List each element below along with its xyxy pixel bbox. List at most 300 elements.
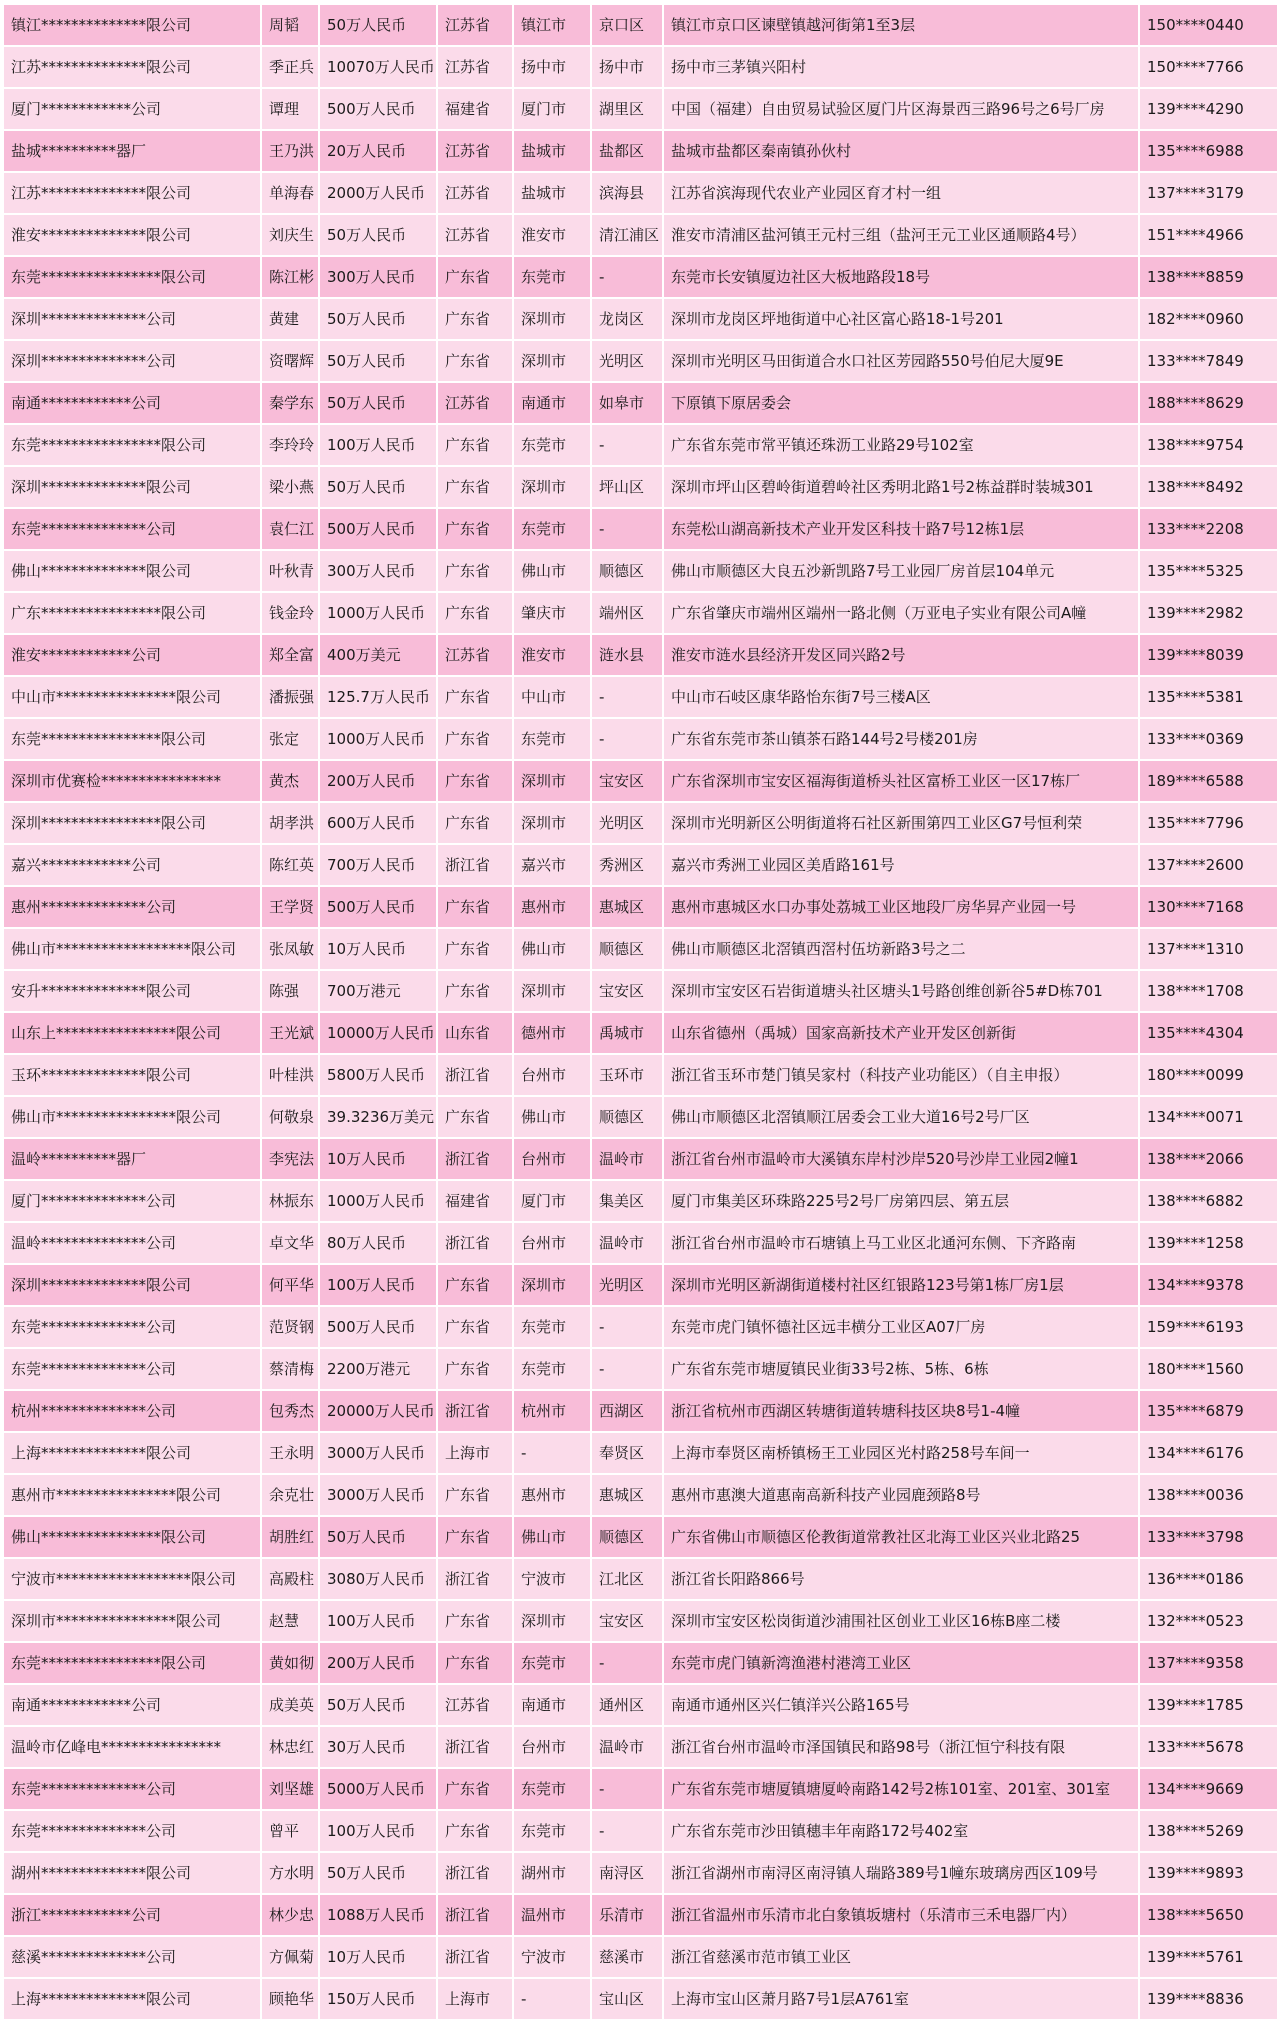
legal-person-cell: 范贤钢 [261,1306,319,1348]
district-cell: 清江浦区 [591,214,663,256]
city-cell: - [513,1978,591,2020]
province-cell: 上海市 [437,1978,513,2020]
company-name-cell: 佛山市****************限公司 [3,1096,261,1138]
legal-person-cell: 陈红英 [261,844,319,886]
registered-capital-cell: 50万人民币 [319,4,437,46]
legal-person-cell: 黄杰 [261,760,319,802]
company-name-cell: 盐城**********器厂 [3,130,261,172]
address-cell: 广东省肇庆市端州区端州一路北侧（万亚电子实业有限公司A幢 [663,592,1139,634]
legal-person-cell: 张定 [261,718,319,760]
table-row [3,298,1278,340]
table-row [3,550,1278,592]
district-cell: 如皋市 [591,382,663,424]
district-cell: 温岭市 [591,1138,663,1180]
city-cell: 肇庆市 [513,592,591,634]
province-cell: 江苏省 [437,46,513,88]
city-cell: 台州市 [513,1222,591,1264]
company-name-cell: 南通************公司 [3,382,261,424]
table-row [3,1054,1278,1096]
legal-person-cell: 蔡清梅 [261,1348,319,1390]
city-cell: 东莞市 [513,1348,591,1390]
province-cell: 浙江省 [437,1054,513,1096]
registered-capital-cell: 50万人民币 [319,298,437,340]
address-cell: 嘉兴市秀洲工业园区美盾路161号 [663,844,1139,886]
table-row [3,466,1278,508]
city-cell: 宁波市 [513,1936,591,1978]
registered-capital-cell: 100万人民币 [319,1264,437,1306]
legal-person-cell: 李玲玲 [261,424,319,466]
district-cell: - [591,1642,663,1684]
district-cell: 宝安区 [591,1600,663,1642]
table-row [3,1810,1278,1852]
phone-cell: 135****7796 [1139,802,1278,844]
phone-cell: 139****1258 [1139,1222,1278,1264]
city-cell: 东莞市 [513,424,591,466]
company-name-cell: 佛山市******************限公司 [3,928,261,970]
city-cell: 厦门市 [513,88,591,130]
city-cell: - [513,1432,591,1474]
province-cell: 浙江省 [437,1726,513,1768]
registered-capital-cell: 100万人民币 [319,1810,437,1852]
province-cell: 广东省 [437,550,513,592]
province-cell: 上海市 [437,1432,513,1474]
province-cell: 广东省 [437,676,513,718]
district-cell: 通州区 [591,1684,663,1726]
registered-capital-cell: 1000万人民币 [319,1180,437,1222]
table-row [3,970,1278,1012]
phone-cell: 137****9358 [1139,1642,1278,1684]
company-name-cell: 江苏**************限公司 [3,46,261,88]
legal-person-cell: 季正兵 [261,46,319,88]
company-name-cell: 深圳**************公司 [3,340,261,382]
registered-capital-cell: 50万人民币 [319,1852,437,1894]
address-cell: 广东省东莞市茶山镇茶石路144号2号楼201房 [663,718,1139,760]
registered-capital-cell: 10000万人民币 [319,1012,437,1054]
registered-capital-cell: 500万人民币 [319,508,437,550]
phone-cell: 132****0523 [1139,1600,1278,1642]
district-cell: - [591,1348,663,1390]
address-cell: 广东省东莞市塘厦镇民业街33号2栋、5栋、6栋 [663,1348,1139,1390]
registered-capital-cell: 10万人民币 [319,1936,437,1978]
legal-person-cell: 王乃洪 [261,130,319,172]
registered-capital-cell: 20万人民币 [319,130,437,172]
phone-cell: 188****8629 [1139,382,1278,424]
table-row [3,214,1278,256]
registered-capital-cell: 500万人民币 [319,1306,437,1348]
table-row [3,592,1278,634]
legal-person-cell: 曾平 [261,1810,319,1852]
phone-cell: 135****6988 [1139,130,1278,172]
province-cell: 江苏省 [437,130,513,172]
province-cell: 广东省 [437,802,513,844]
district-cell: 顺德区 [591,550,663,592]
district-cell: 宝安区 [591,760,663,802]
phone-cell: 138****5269 [1139,1810,1278,1852]
address-cell: 深圳市光明区新湖街道楼村社区红银路123号第1栋厂房1层 [663,1264,1139,1306]
registered-capital-cell: 50万人民币 [319,214,437,256]
legal-person-cell: 胡孝洪 [261,802,319,844]
legal-person-cell: 何敬泉 [261,1096,319,1138]
district-cell: 集美区 [591,1180,663,1222]
district-cell: 盐都区 [591,130,663,172]
city-cell: 深圳市 [513,970,591,1012]
district-cell: - [591,1810,663,1852]
legal-person-cell: 周韬 [261,4,319,46]
address-cell: 下原镇下原居委会 [663,382,1139,424]
company-name-cell: 深圳****************限公司 [3,802,261,844]
table-row [3,1936,1278,1978]
registered-capital-cell: 700万港元 [319,970,437,1012]
table-row [3,1264,1278,1306]
legal-person-cell: 方水明 [261,1852,319,1894]
address-cell: 东莞松山湖高新技术产业开发区科技十路7号12栋1层 [663,508,1139,550]
company-name-cell: 嘉兴************公司 [3,844,261,886]
table-row [3,4,1278,46]
province-cell: 广东省 [437,1306,513,1348]
registered-capital-cell: 2200万港元 [319,1348,437,1390]
phone-cell: 135****6879 [1139,1390,1278,1432]
district-cell: 宝山区 [591,1978,663,2020]
province-cell: 浙江省 [437,1390,513,1432]
province-cell: 广东省 [437,928,513,970]
city-cell: 镇江市 [513,4,591,46]
address-cell: 深圳市光明新区公明街道将石社区新围第四工业区G7号恒利荣 [663,802,1139,844]
district-cell: 龙岗区 [591,298,663,340]
district-cell: - [591,718,663,760]
company-name-cell: 东莞****************限公司 [3,1642,261,1684]
district-cell: 宝安区 [591,970,663,1012]
city-cell: 深圳市 [513,340,591,382]
table-row [3,1726,1278,1768]
phone-cell: 134****6176 [1139,1432,1278,1474]
address-cell: 惠州市惠澳大道惠南高新科技产业园鹿颈路8号 [663,1474,1139,1516]
city-cell: 台州市 [513,1726,591,1768]
city-cell: 湖州市 [513,1852,591,1894]
district-cell: 秀洲区 [591,844,663,886]
city-cell: 台州市 [513,1054,591,1096]
phone-cell: 139****8039 [1139,634,1278,676]
legal-person-cell: 成美英 [261,1684,319,1726]
registered-capital-cell: 200万人民币 [319,1642,437,1684]
table-row [3,1012,1278,1054]
city-cell: 盐城市 [513,172,591,214]
company-name-cell: 厦门************公司 [3,88,261,130]
province-cell: 浙江省 [437,844,513,886]
province-cell: 广东省 [437,298,513,340]
address-cell: 惠州市惠城区水口办事处荔城工业区地段厂房华昇产业园一号 [663,886,1139,928]
company-name-cell: 江苏**************限公司 [3,172,261,214]
legal-person-cell: 陈江彬 [261,256,319,298]
company-name-cell: 慈溪**************公司 [3,1936,261,1978]
city-cell: 德州市 [513,1012,591,1054]
legal-person-cell: 王光斌 [261,1012,319,1054]
table-row [3,256,1278,298]
district-cell: 端州区 [591,592,663,634]
table-row [3,1390,1278,1432]
registered-capital-cell: 500万人民币 [319,886,437,928]
registered-capital-cell: 5000万人民币 [319,1768,437,1810]
district-cell: 涟水县 [591,634,663,676]
table-row [3,382,1278,424]
address-cell: 浙江省台州市温岭市泽国镇民和路98号（浙江恒宁科技有限 [663,1726,1139,1768]
city-cell: 淮安市 [513,214,591,256]
province-cell: 广东省 [437,340,513,382]
city-cell: 佛山市 [513,550,591,592]
company-name-cell: 东莞**************公司 [3,1306,261,1348]
city-cell: 深圳市 [513,298,591,340]
phone-cell: 138****1708 [1139,970,1278,1012]
province-cell: 广东省 [437,1642,513,1684]
province-cell: 广东省 [437,1516,513,1558]
company-name-cell: 宁波市******************限公司 [3,1558,261,1600]
company-name-cell: 湖州**************限公司 [3,1852,261,1894]
address-cell: 上海市奉贤区南桥镇杨王工业园区光村路258号车间一 [663,1432,1139,1474]
company-name-cell: 东莞**************公司 [3,508,261,550]
company-name-cell: 东莞****************限公司 [3,424,261,466]
province-cell: 江苏省 [437,1684,513,1726]
city-cell: 东莞市 [513,256,591,298]
company-name-cell: 东莞****************限公司 [3,718,261,760]
company-name-cell: 东莞****************限公司 [3,256,261,298]
address-cell: 广东省深圳市宝安区福海街道桥头社区富桥工业区一区17栋厂 [663,760,1139,802]
table-row [3,508,1278,550]
table-row [3,130,1278,172]
table-row [3,718,1278,760]
address-cell: 中国（福建）自由贸易试验区厦门片区海景西三路96号之6号厂房 [663,88,1139,130]
district-cell: - [591,1768,663,1810]
company-name-cell: 深圳市优赛检**************** [3,760,261,802]
district-cell: 禹城市 [591,1012,663,1054]
phone-cell: 150****0440 [1139,4,1278,46]
phone-cell: 180****0099 [1139,1054,1278,1096]
table-row [3,1432,1278,1474]
table-row [3,1978,1278,2020]
table-row [3,1222,1278,1264]
company-name-cell: 佛山****************限公司 [3,1516,261,1558]
province-cell: 福建省 [437,88,513,130]
registered-capital-cell: 1000万人民币 [319,592,437,634]
province-cell: 浙江省 [437,1138,513,1180]
legal-person-cell: 刘庆生 [261,214,319,256]
district-cell: - [591,508,663,550]
legal-person-cell: 梁小燕 [261,466,319,508]
company-name-cell: 厦门**************公司 [3,1180,261,1222]
address-cell: 淮安市涟水县经济开发区同兴路2号 [663,634,1139,676]
table-row [3,886,1278,928]
phone-cell: 138****8492 [1139,466,1278,508]
phone-cell: 139****9893 [1139,1852,1278,1894]
company-name-cell: 深圳**************公司 [3,298,261,340]
table-row [3,46,1278,88]
company-name-cell: 惠州**************公司 [3,886,261,928]
district-cell: 扬中市 [591,46,663,88]
province-cell: 广东省 [437,1096,513,1138]
city-cell: 深圳市 [513,760,591,802]
city-cell: 佛山市 [513,928,591,970]
province-cell: 山东省 [437,1012,513,1054]
legal-person-cell: 黄如彻 [261,1642,319,1684]
city-cell: 南通市 [513,382,591,424]
registered-capital-cell: 50万人民币 [319,1684,437,1726]
city-cell: 东莞市 [513,1306,591,1348]
province-cell: 浙江省 [437,1222,513,1264]
phone-cell: 133****3798 [1139,1516,1278,1558]
province-cell: 广东省 [437,508,513,550]
address-cell: 上海市宝山区萧月路7号1层A761室 [663,1978,1139,2020]
company-name-cell: 山东上****************限公司 [3,1012,261,1054]
registered-capital-cell: 100万人民币 [319,1600,437,1642]
table-row [3,1894,1278,1936]
table-row [3,1558,1278,1600]
phone-cell: 151****4966 [1139,214,1278,256]
company-name-cell: 深圳市****************限公司 [3,1600,261,1642]
registered-capital-cell: 1088万人民币 [319,1894,437,1936]
province-cell: 浙江省 [437,1852,513,1894]
district-cell: 顺德区 [591,1096,663,1138]
province-cell: 江苏省 [437,214,513,256]
table-row [3,424,1278,466]
table-row [3,1348,1278,1390]
table-row [3,928,1278,970]
phone-cell: 137****3179 [1139,172,1278,214]
province-cell: 广东省 [437,1810,513,1852]
district-cell: 顺德区 [591,1516,663,1558]
address-cell: 广东省东莞市沙田镇穗丰年南路172号402室 [663,1810,1139,1852]
address-cell: 扬中市三茅镇兴阳村 [663,46,1139,88]
phone-cell: 189****6588 [1139,760,1278,802]
registered-capital-cell: 50万人民币 [319,466,437,508]
phone-cell: 135****4304 [1139,1012,1278,1054]
province-cell: 广东省 [437,256,513,298]
table-row [3,1306,1278,1348]
legal-person-cell: 黄建 [261,298,319,340]
province-cell: 广东省 [437,760,513,802]
phone-cell: 139****4290 [1139,88,1278,130]
company-name-cell: 温岭**************公司 [3,1222,261,1264]
city-cell: 深圳市 [513,466,591,508]
address-cell: 深圳市龙岗区坪地街道中心社区富心路18-1号201 [663,298,1139,340]
district-cell: 湖里区 [591,88,663,130]
phone-cell: 138****9754 [1139,424,1278,466]
registered-capital-cell: 50万人民币 [319,340,437,382]
legal-person-cell: 何平华 [261,1264,319,1306]
phone-cell: 136****0186 [1139,1558,1278,1600]
table-row [3,760,1278,802]
province-cell: 浙江省 [437,1936,513,1978]
city-cell: 佛山市 [513,1516,591,1558]
table-row [3,676,1278,718]
province-cell: 广东省 [437,1768,513,1810]
phone-cell: 130****7168 [1139,886,1278,928]
address-cell: 广东省佛山市顺德区伦教街道常教社区北海工业区兴业北路25 [663,1516,1139,1558]
province-cell: 广东省 [437,1600,513,1642]
district-cell: - [591,676,663,718]
province-cell: 福建省 [437,1180,513,1222]
city-cell: 厦门市 [513,1180,591,1222]
district-cell: 南浔区 [591,1852,663,1894]
phone-cell: 150****7766 [1139,46,1278,88]
table-row [3,1180,1278,1222]
legal-person-cell: 资曙辉 [261,340,319,382]
table-row [3,1684,1278,1726]
company-name-cell: 惠州市****************限公司 [3,1474,261,1516]
registered-capital-cell: 100万人民币 [319,424,437,466]
registered-capital-cell: 5800万人民币 [319,1054,437,1096]
phone-cell: 139****5761 [1139,1936,1278,1978]
legal-person-cell: 潘振强 [261,676,319,718]
city-cell: 深圳市 [513,1600,591,1642]
address-cell: 盐城市盐都区秦南镇孙伙村 [663,130,1139,172]
address-cell: 深圳市宝安区石岩街道塘头社区塘头1号路创维创新谷5#D栋701 [663,970,1139,1012]
city-cell: 东莞市 [513,1642,591,1684]
address-cell: 深圳市宝安区松岗街道沙浦围社区创业工业区16栋B座二楼 [663,1600,1139,1642]
phone-cell: 180****1560 [1139,1348,1278,1390]
legal-person-cell: 林少忠 [261,1894,319,1936]
registered-capital-cell: 600万人民币 [319,802,437,844]
legal-person-cell: 包秀杰 [261,1390,319,1432]
district-cell: 奉贤区 [591,1432,663,1474]
address-cell: 佛山市顺德区北滘镇西滘村伍坊新路3号之二 [663,928,1139,970]
legal-person-cell: 胡胜红 [261,1516,319,1558]
legal-person-cell: 秦学东 [261,382,319,424]
legal-person-cell: 张凤敏 [261,928,319,970]
company-name-cell: 东莞**************公司 [3,1768,261,1810]
phone-cell: 133****5678 [1139,1726,1278,1768]
legal-person-cell: 方佩菊 [261,1936,319,1978]
district-cell: 滨海县 [591,172,663,214]
registered-capital-cell: 10070万人民币 [319,46,437,88]
phone-cell: 133****2208 [1139,508,1278,550]
legal-person-cell: 顾艳华 [261,1978,319,2020]
phone-cell: 133****0369 [1139,718,1278,760]
company-name-cell: 淮安************公司 [3,634,261,676]
registered-capital-cell: 80万人民币 [319,1222,437,1264]
registered-capital-cell: 3000万人民币 [319,1432,437,1474]
registered-capital-cell: 50万人民币 [319,1516,437,1558]
city-cell: 盐城市 [513,130,591,172]
legal-person-cell: 袁仁江 [261,508,319,550]
city-cell: 惠州市 [513,886,591,928]
city-cell: 东莞市 [513,508,591,550]
registered-capital-cell: 400万美元 [319,634,437,676]
address-cell: 浙江省长阳路866号 [663,1558,1139,1600]
phone-cell: 135****5325 [1139,550,1278,592]
district-cell: 温岭市 [591,1726,663,1768]
records-body [3,4,1278,2020]
registered-capital-cell: 500万人民币 [319,88,437,130]
company-name-cell: 上海**************限公司 [3,1432,261,1474]
registered-capital-cell: 39.3236万美元 [319,1096,437,1138]
company-name-cell: 杭州**************公司 [3,1390,261,1432]
address-cell: 厦门市集美区环珠路225号2号厂房第四层、第五层 [663,1180,1139,1222]
city-cell: 深圳市 [513,1264,591,1306]
legal-person-cell: 钱金玲 [261,592,319,634]
address-cell: 浙江省温州市乐清市北白象镇坂塘村（乐清市三禾电器厂内） [663,1894,1139,1936]
legal-person-cell: 林振东 [261,1180,319,1222]
registered-capital-cell: 125.7万人民币 [319,676,437,718]
company-name-cell: 淮安**************限公司 [3,214,261,256]
province-cell: 广东省 [437,718,513,760]
registered-capital-cell: 300万人民币 [319,256,437,298]
phone-cell: 135****5381 [1139,676,1278,718]
city-cell: 佛山市 [513,1096,591,1138]
city-cell: 扬中市 [513,46,591,88]
company-name-cell: 温岭**********器厂 [3,1138,261,1180]
district-cell: 惠城区 [591,886,663,928]
phone-cell: 138****6882 [1139,1180,1278,1222]
address-cell: 广东省东莞市塘厦镇塘厦岭南路142号2栋101室、201室、301室 [663,1768,1139,1810]
registered-capital-cell: 200万人民币 [319,760,437,802]
